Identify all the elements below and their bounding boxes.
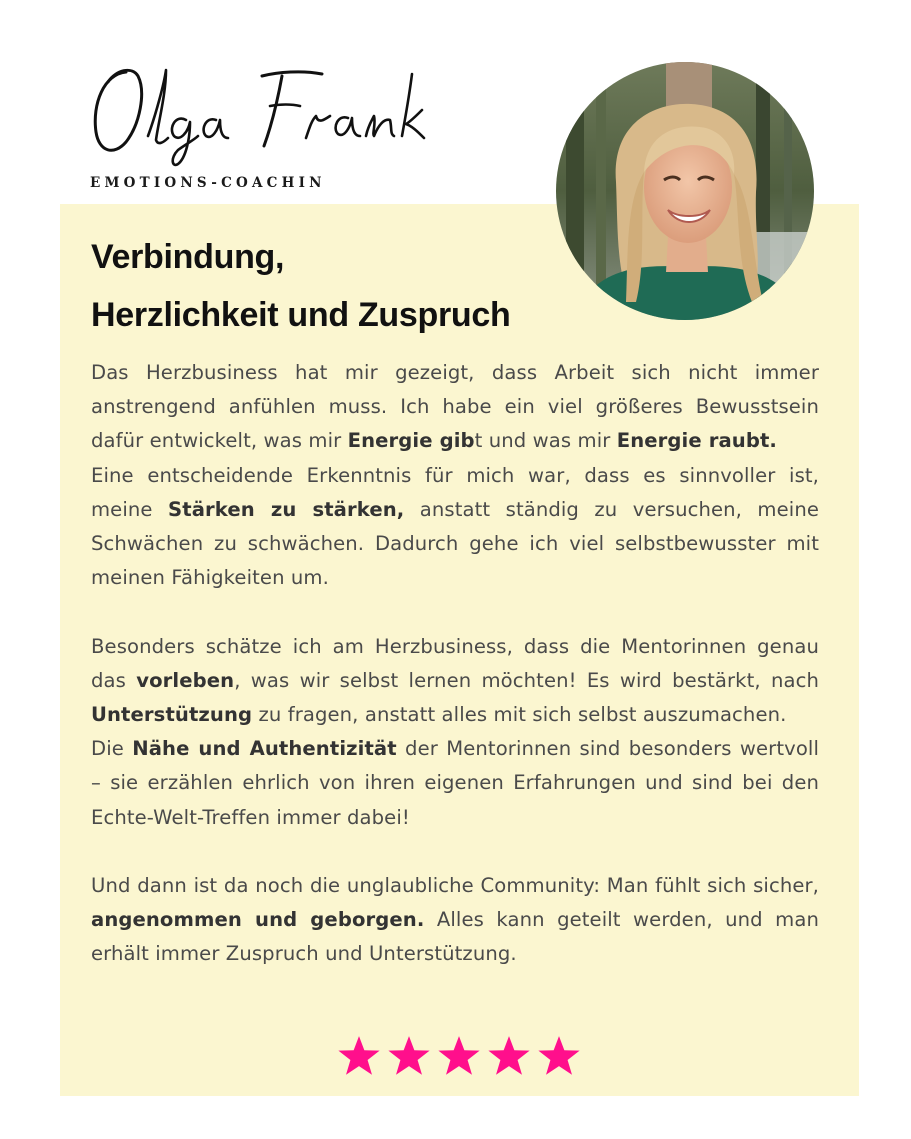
paragraph-5: Und dann ist da noch die unglaubliche Community: Man fühlt sich sicher, angenommen und geborgen. Alles kann geteilt werden, und man erhält immer Zuspruch und Unterstützung.: [91, 874, 819, 966]
headline-line-2: Herzlichkeit und Zuspruch: [91, 296, 511, 334]
paragraph-4: Die Nähe und Authentizität der Mentorinnen sind besonders wertvoll – sie erzählen ehrlich von ihren eigenen Erfahrungen und sind bei den Echte-Welt-Treffen immer dabei!: [91, 737, 819, 829]
brand-tagline: EMOTIONS-COACHIN: [90, 175, 326, 191]
star-icon: [336, 1035, 382, 1077]
signature-logo: [86, 54, 426, 174]
star-icon: [486, 1035, 532, 1077]
emphasis-energie-gib: Energie gib: [347, 429, 475, 453]
emphasis-energie-raubt: Energie raubt.: [616, 429, 777, 453]
headline-line-1: Verbindung,: [91, 238, 285, 276]
portrait-photo: [556, 62, 814, 320]
emphasis-staerken: Stärken zu stärken,: [168, 497, 405, 521]
paragraph-3: Besonders schätze ich am Herzbusiness, dass die Mentorinnen genau das vorleben, was wir selbst lernen möchten! Es wird bestärkt, nach Unterstützung zu fragen, anstatt alles mit sich selbst auszumachen.: [91, 634, 820, 727]
headline: [91, 228, 510, 344]
paragraph-2: Eine entscheidende Erkenntnis für mich war, dass es sinnvoller ist, meine Stärken zu stärken, anstatt ständig zu versuchen, meine Schwächen zu schwächen. Dadurch gehe ich viel selbstbewusster mit meinen Fähigkeiten um.: [91, 463, 819, 590]
emphasis-vorleben: vorleben: [136, 668, 235, 692]
star-icon: [436, 1035, 482, 1077]
emphasis-naehe: Nähe und Authentizität: [132, 737, 397, 761]
star-icon: [386, 1035, 432, 1077]
star-rating: [336, 1035, 582, 1077]
emphasis-unterstuetzung: Unterstützung: [91, 703, 253, 727]
star-icon: [536, 1035, 582, 1077]
testimonial-text: [91, 356, 819, 972]
emphasis-angenommen: angenommen und geborgen.: [91, 908, 425, 932]
paragraph-1: Das Herzbusiness hat mir gezeigt, dass Arbeit sich nicht immer anstrengend anfühlen muss. Ich habe ein viel größeres Bewusstsein dafür entwickelt, was mir Energie gibt und was mir Energie raubt.: [91, 361, 819, 453]
